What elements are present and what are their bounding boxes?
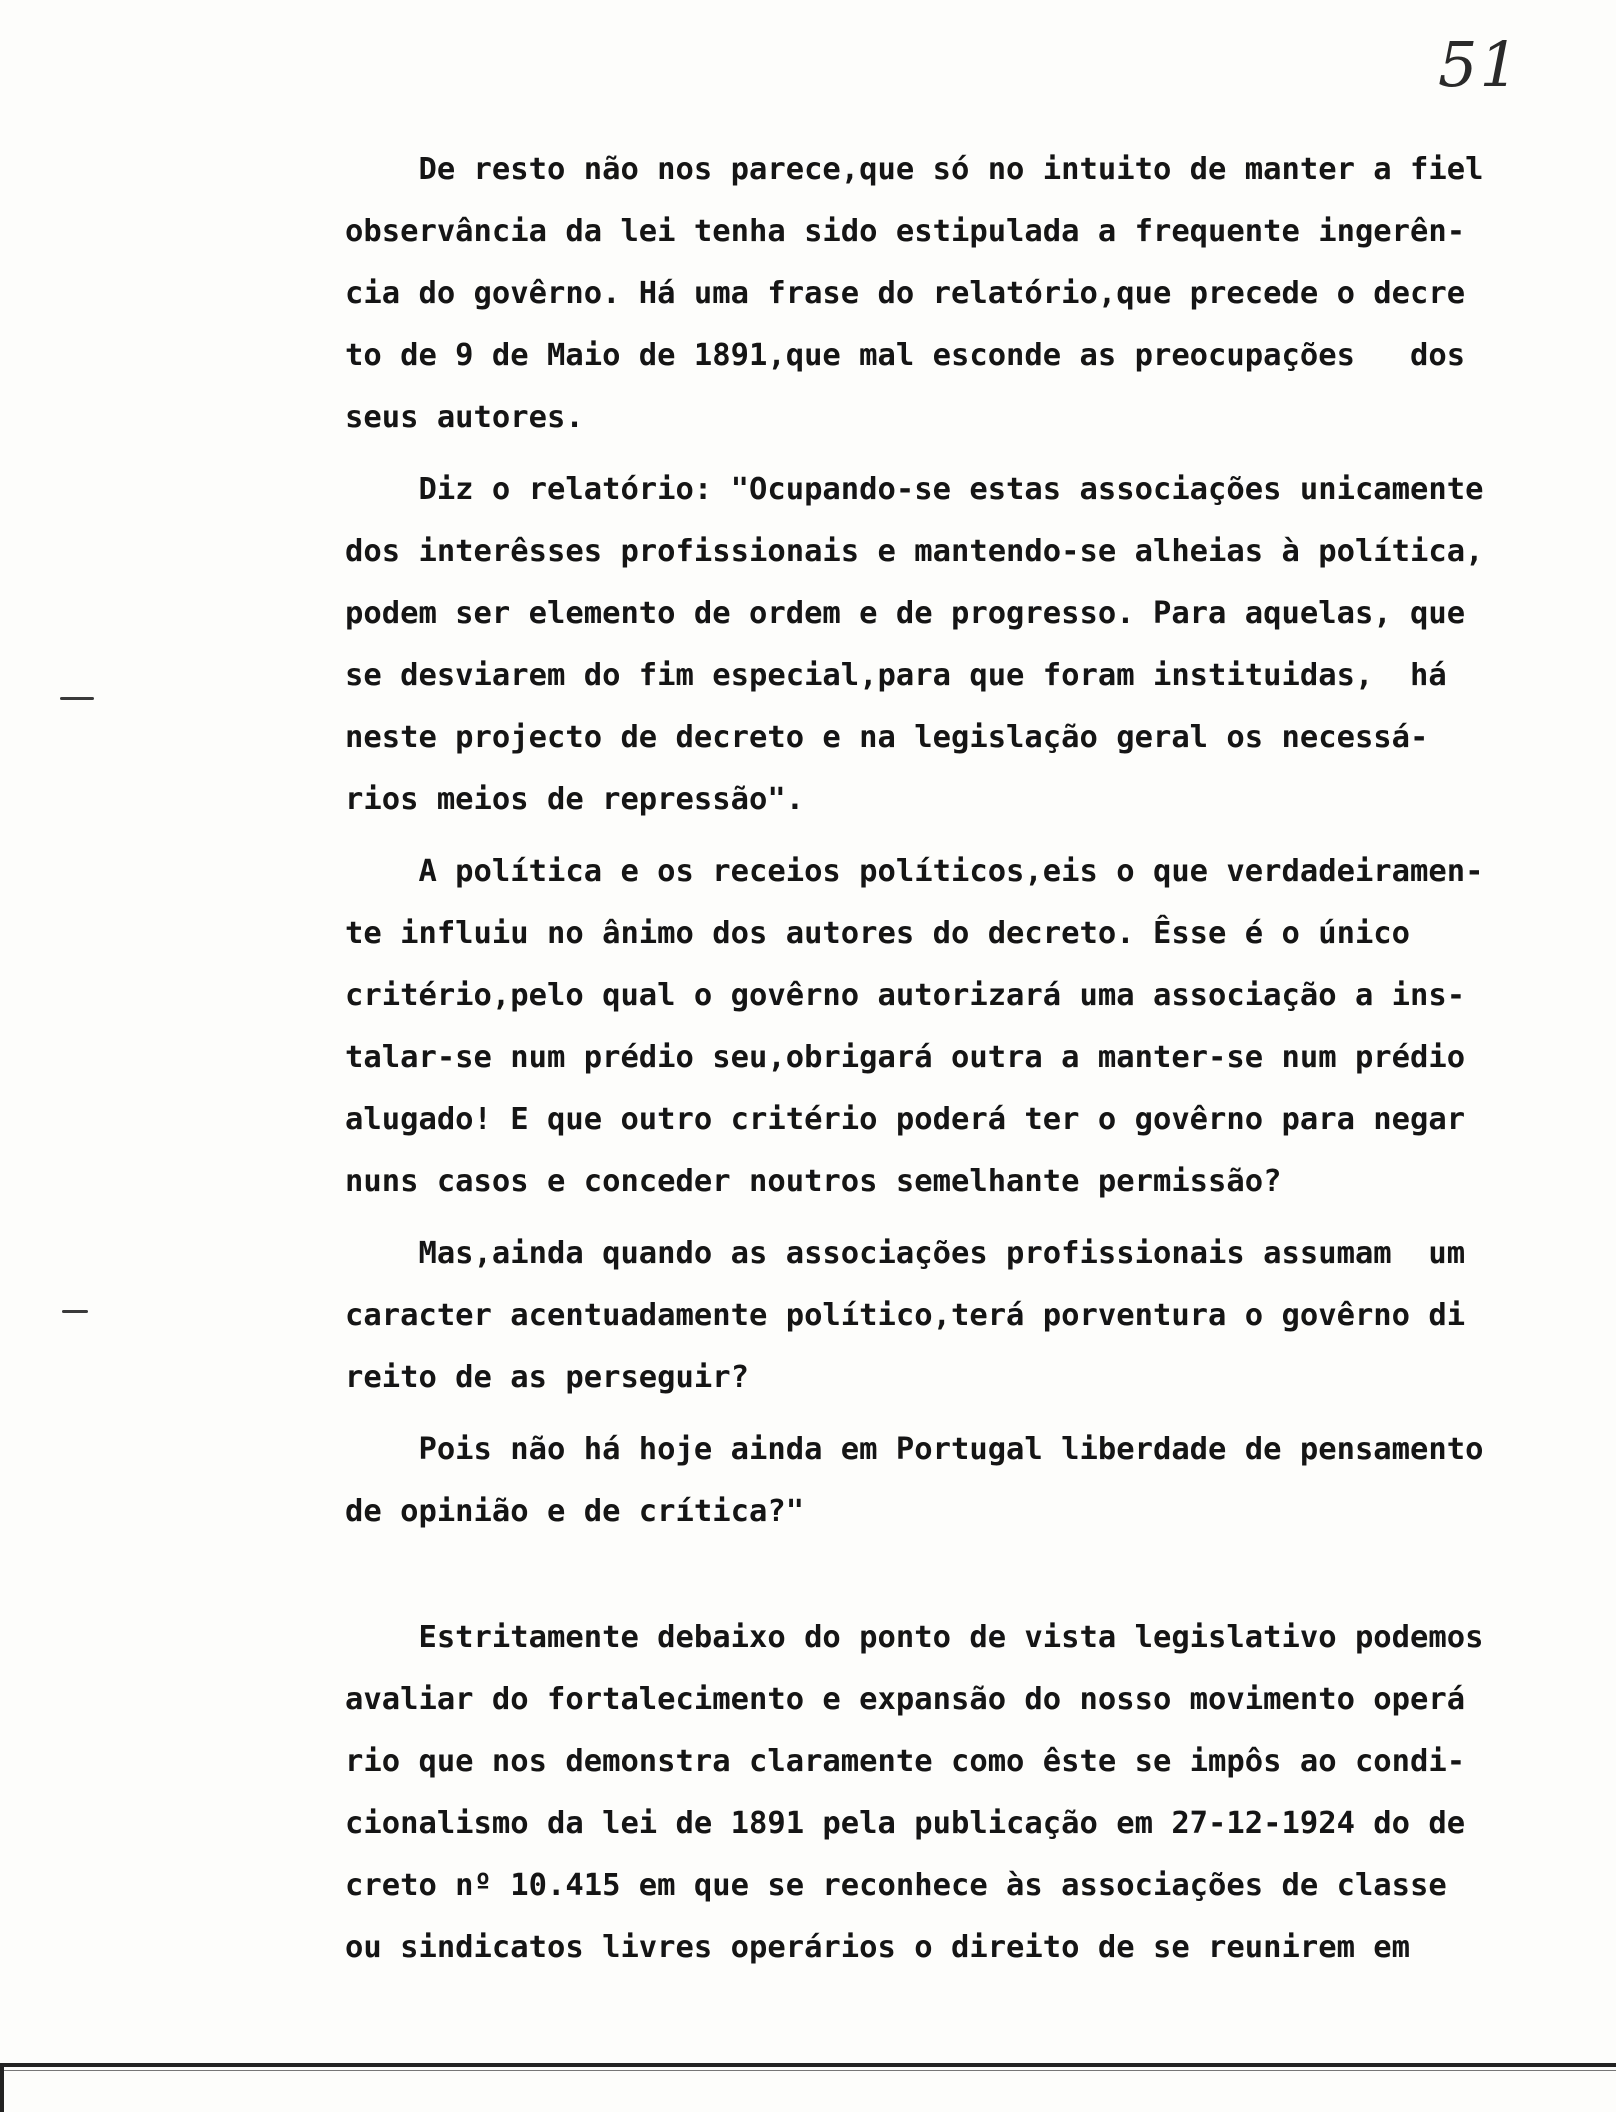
text-line: seus autores.: [345, 400, 584, 435]
text-line: alugado! E que outro critério poderá ter o govêrno para negar: [345, 1102, 1466, 1137]
text-line: critério,pelo qual o govêrno autorizará uma associação a ins-: [345, 978, 1466, 1013]
page-number: 51: [1438, 28, 1521, 101]
text-line: cia do govêrno. Há uma frase do relatório,que precede o decre: [345, 276, 1466, 311]
text-line: caracter acentuadamente político,terá porventura o govêrno di: [345, 1298, 1466, 1333]
text-line: observância da lei tenha sido estipulada a frequente ingerên-: [345, 214, 1466, 249]
text-line: de opinião e de crítica?": [345, 1494, 805, 1529]
text-line: creto nº 10.415 em que se reconhece às associações de classe: [345, 1868, 1447, 1903]
text-line: neste projecto de decreto e na legislação geral os necessá-: [345, 720, 1429, 755]
text-line: dos interêsses profissionais e mantendo-se alheias à política,: [345, 534, 1484, 569]
scan-bottom-border: [0, 2063, 1616, 2067]
text-line: Estritamente debaixo do ponto de vista legislativo podemos: [345, 1620, 1484, 1655]
margin-mark: [60, 697, 94, 700]
text-line: rio que nos demonstra claramente como êste se impôs ao condi-: [345, 1744, 1466, 1779]
text-line: nuns casos e conceder noutros semelhante permissão?: [345, 1164, 1282, 1199]
text-line: A política e os receios políticos,eis o que verdadeiramen-: [345, 854, 1484, 889]
text-line: Pois não há hoje ainda em Portugal liberdade de pensamento: [345, 1432, 1484, 1467]
typed-text-body: [345, 150, 1575, 1965]
text-line: rios meios de repressão".: [345, 782, 805, 817]
text-line: reito de as perseguir?: [345, 1360, 749, 1395]
text-line: De resto não nos parece,que só no intuito de manter a fiel: [345, 152, 1484, 187]
text-line: cionalismo da lei de 1891 pela publicação em 27-12-1924 do de: [345, 1806, 1466, 1841]
margin-mark: [62, 1310, 88, 1313]
scan-left-edge: [0, 2063, 4, 2112]
text-line: Diz o relatório: "Ocupando-se estas associações unicamente: [345, 472, 1484, 507]
text-line: ou sindicatos livres operários o direito de se reunirem em: [345, 1930, 1411, 1965]
text-line: to de 9 de Maio de 1891,que mal esconde as preocupações dos: [345, 338, 1466, 373]
scan-bottom-border-inner: [0, 2070, 1616, 2071]
text-line: te influiu no ânimo dos autores do decreto. Êsse é o único: [345, 916, 1411, 951]
text-line: se desviarem do fim especial,para que foram instituidas, há: [345, 658, 1447, 693]
text-line: podem ser elemento de ordem e de progresso. Para aquelas, que: [345, 596, 1466, 631]
text-line: talar-se num prédio seu,obrigará outra a manter-se num prédio: [345, 1040, 1466, 1075]
text-line: Mas,ainda quando as associações profissionais assumam um: [345, 1236, 1466, 1271]
text-line: avaliar do fortalecimento e expansão do nosso movimento operá: [345, 1682, 1466, 1717]
